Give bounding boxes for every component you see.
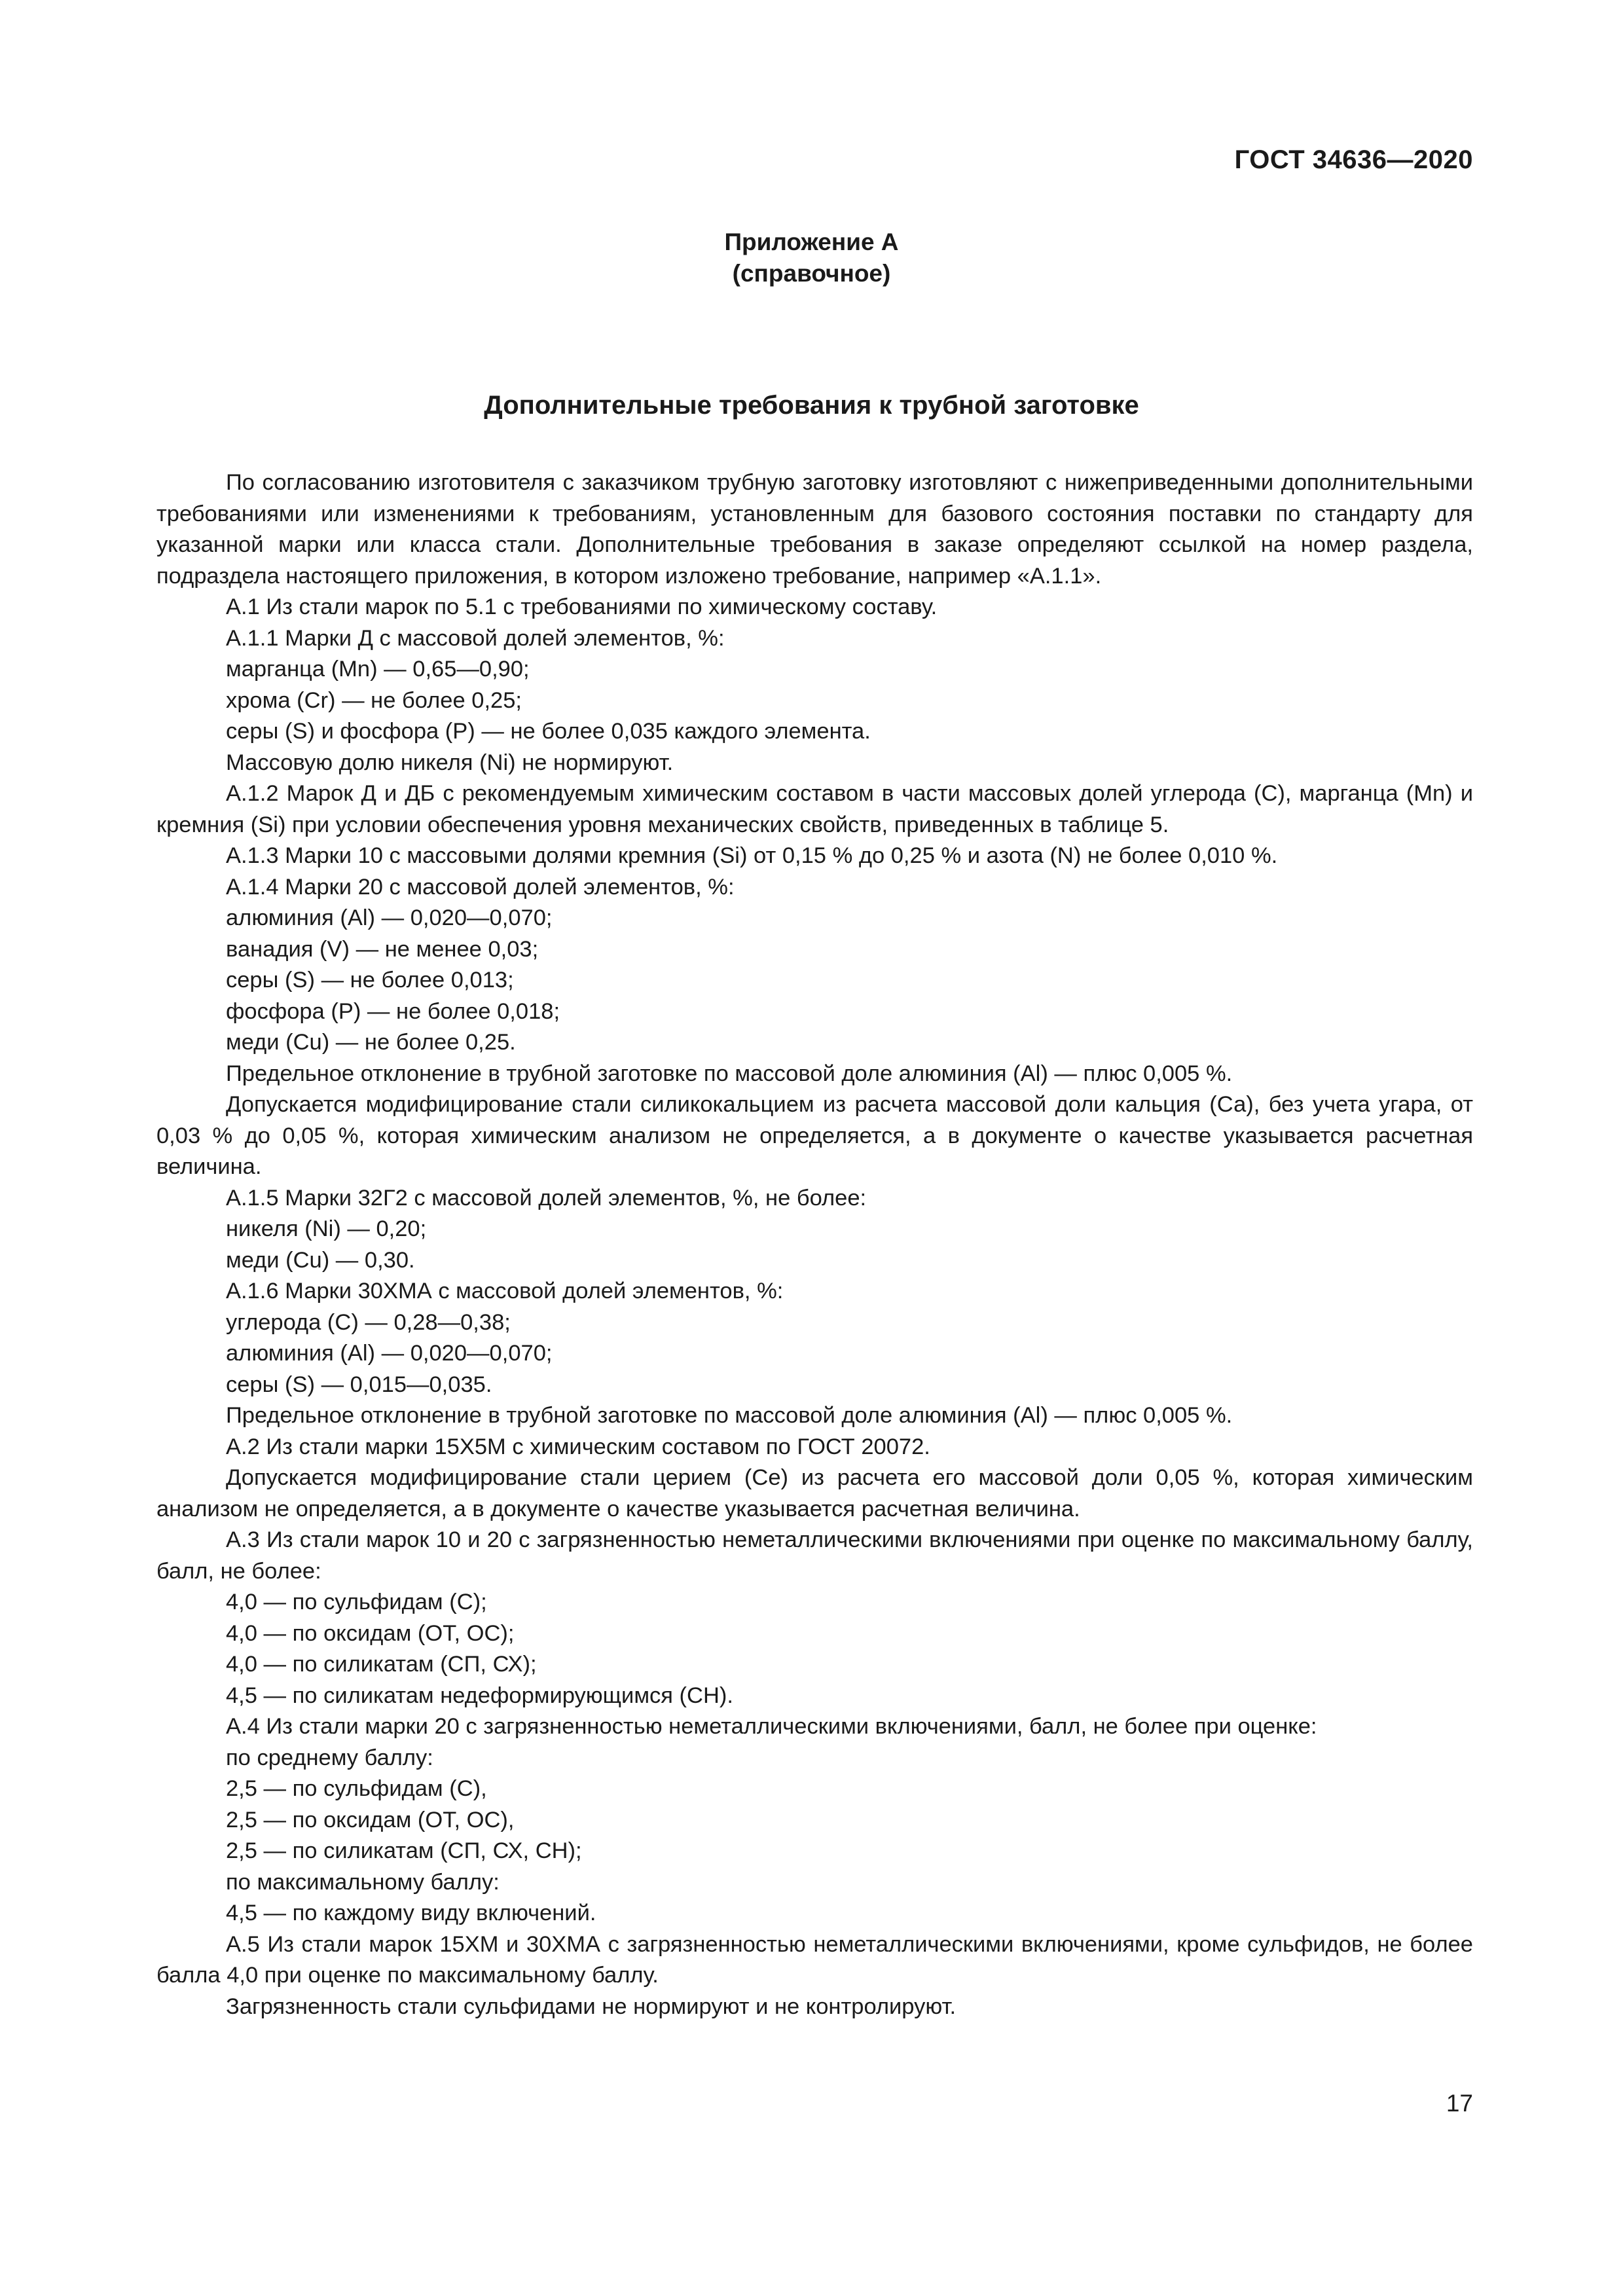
paragraph: А.1.1 Марки Д с массовой долей элементов, %: bbox=[226, 625, 725, 651]
list-item: серы (S) и фосфора (P) — не более 0,035 каждого элемента. bbox=[226, 719, 871, 744]
list-item: серы (S) — не более 0,013; bbox=[226, 968, 514, 993]
paragraph: Допускается модифицирование стали силикокальцием из расчета массовой доли кальция (Са), без учета угара, от 0,03 % до 0,05 %, которая химическим анализом не определяется, а в документе о качестве указывается расчетная величина. bbox=[156, 1092, 1473, 1179]
list-item: марганца (Mn) — 0,65—0,90; bbox=[226, 657, 530, 682]
list-item: по максимальному баллу: bbox=[226, 1869, 500, 1895]
paragraph: А.1.6 Марки 30ХМА с массовой долей элементов, %: bbox=[226, 1279, 784, 1303]
list-item: алюминия (Al) — 0,020—0,070; bbox=[226, 1341, 553, 1366]
list-item: 4,0 — по силикатам (СП, СХ); bbox=[226, 1652, 537, 1677]
paragraph: А.2 Из стали марки 15Х5М с химическим составом по ГОСТ 20072. bbox=[226, 1434, 930, 1459]
appendix-type: (справочное) bbox=[732, 260, 891, 287]
page-number: 17 bbox=[1446, 2090, 1473, 2117]
list-item: меди (Cu) — не более 0,25. bbox=[226, 1030, 516, 1055]
list-item: 2,5 — по оксидам (ОТ, ОС), bbox=[226, 1807, 515, 1832]
list-item: алюминия (Al) — 0,020—0,070; bbox=[226, 905, 553, 930]
list-item: 2,5 — по сульфидам (С), bbox=[226, 1776, 487, 1801]
list-item: никеля (Ni) — 0,20; bbox=[226, 1216, 427, 1241]
list-item: фосфора (P) — не более 0,018; bbox=[226, 998, 560, 1024]
list-item: по среднему баллу: bbox=[226, 1745, 433, 1770]
list-item: меди (Cu) — 0,30. bbox=[226, 1247, 415, 1273]
list-item: 2,5 — по силикатам (СП, СХ, СН); bbox=[226, 1838, 582, 1863]
paragraph: А.1.2 Марок Д и ДБ с рекомендуемым химическим составом в части массовых долей углерода (С), марганца (Mn) и кремния (Si) при условии обеспечения уровня механических свойств, приведенных в таблице 5. bbox=[156, 781, 1473, 837]
list-item: 4,5 — по каждому виду включений. bbox=[226, 1901, 596, 1925]
paragraph: Предельное отклонение в трубной заготовке по массовой доле алюминия (Al) — плюс 0,005 %. bbox=[226, 1403, 1233, 1428]
paragraph: Массовую долю никеля (Ni) не нормируют. bbox=[226, 750, 674, 775]
paragraph: А.1.5 Марки 32Г2 с массовой долей элементов, %, не более: bbox=[226, 1185, 867, 1211]
intro-paragraph: По согласованию изготовителя с заказчиком трубную заготовку изготовляют с нижеприведенными дополнительными требованиями или изменениями к требованиям, установленным для базового состояния поставки по стандарту для указанной марки или класса стали. Дополнительные требования в заказе определяют ссылкой на номер раздела, подраздела настоящего приложения, в котором изложено требование, например «А.1.1». bbox=[156, 470, 1473, 589]
list-item: 4,0 — по сульфидам (С); bbox=[226, 1590, 487, 1614]
appendix-heading bbox=[0, 227, 1623, 289]
body-text bbox=[156, 467, 1473, 2022]
appendix-label: Приложение А bbox=[724, 228, 899, 255]
list-item: 4,5 — по силикатам недеформирующимся (СН). bbox=[226, 1683, 733, 1708]
paragraph: А.1.3 Марки 10 с массовыми долями кремния (Si) от 0,15 % до 0,25 % и азота (N) не более 0,010 %. bbox=[226, 843, 1278, 868]
list-item: хрома (Cr) — не более 0,25; bbox=[226, 687, 522, 713]
list-item: серы (S) — 0,015—0,035. bbox=[226, 1372, 492, 1397]
list-item: углерода (С) — 0,28—0,38; bbox=[226, 1309, 511, 1335]
paragraph: А.1.4 Марки 20 с массовой долей элементов, %: bbox=[226, 874, 735, 900]
paragraph: Загрязненность стали сульфидами не нормируют и не контролируют. bbox=[226, 1994, 957, 2019]
standard-code: ГОСТ 34636—2020 bbox=[1234, 145, 1473, 174]
section-title: Дополнительные требования к трубной заготовке bbox=[484, 391, 1139, 420]
paragraph: Предельное отклонение в трубной заготовке по массовой доле алюминия (Al) — плюс 0,005 %. bbox=[226, 1061, 1233, 1086]
list-item: ванадия (V) — не менее 0,03; bbox=[226, 936, 539, 962]
paragraph: А.3 Из стали марок 10 и 20 с загрязненностью неметаллическими включениями при оценке по максимальному баллу, балл, не более: bbox=[156, 1527, 1473, 1584]
paragraph: Допускается модифицирование стали церием (Се) из расчета его массовой доли 0,05 %, которая химическим анализом не определяется, а в документе о качестве указывается расчетная величина. bbox=[156, 1465, 1473, 1522]
paragraph: А.5 Из стали марок 15ХМ и 30ХМА с загрязненностью неметаллическими включениями, кроме сульфидов, не более балла 4,0 при оценке по максимальному баллу. bbox=[156, 1931, 1473, 1988]
paragraph: А.4 Из стали марки 20 с загрязненностью неметаллическими включениями, балл, не более при оценке: bbox=[226, 1714, 1317, 1739]
list-item: 4,0 — по оксидам (ОТ, ОС); bbox=[226, 1620, 515, 1646]
paragraph: А.1 Из стали марок по 5.1 с требованиями по химическому составу. bbox=[226, 594, 938, 619]
